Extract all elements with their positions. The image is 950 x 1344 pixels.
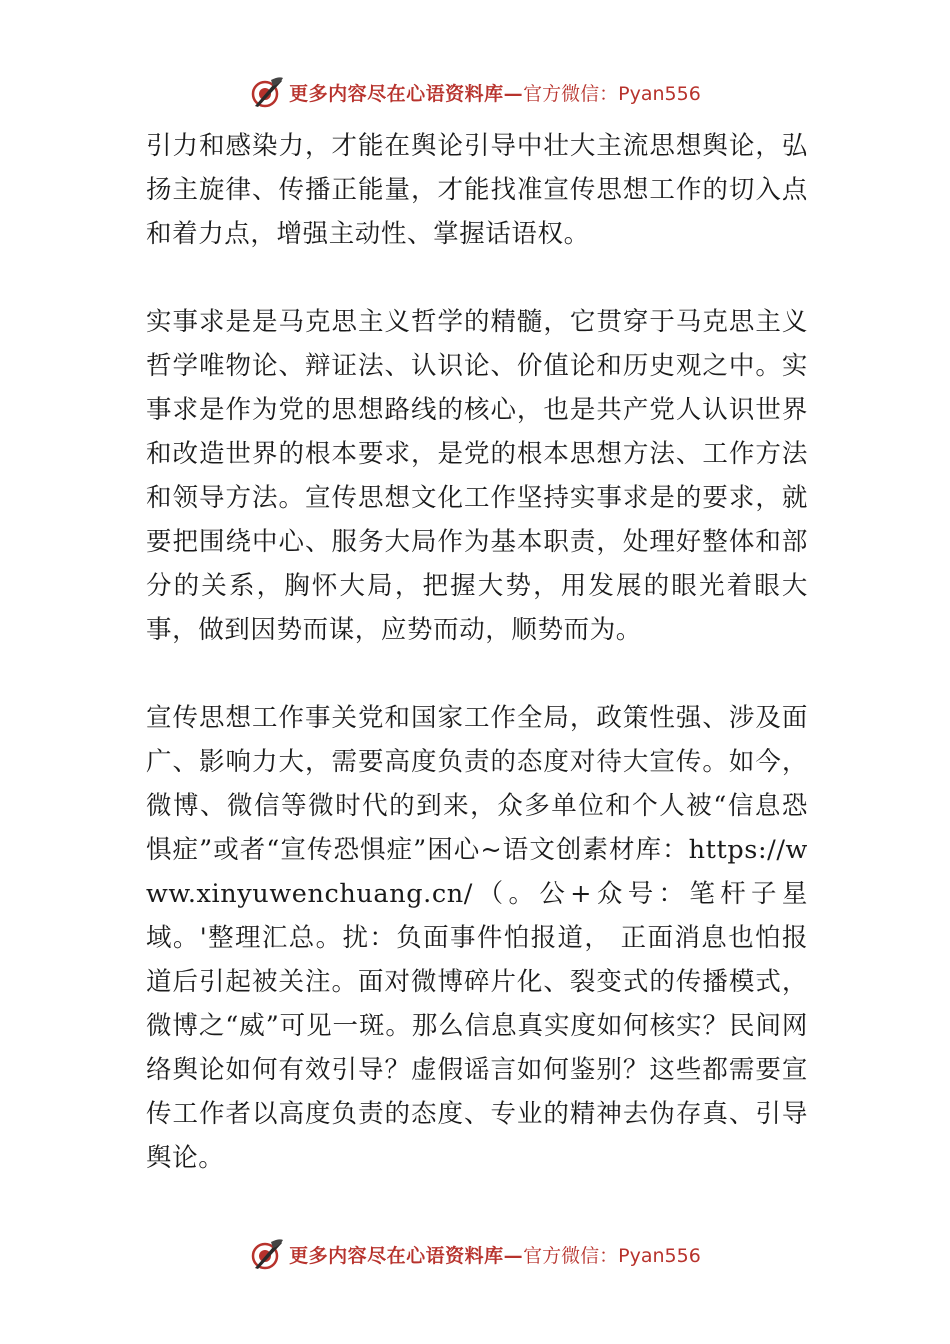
header-slogan: 更多内容尽在心语资料库—: [289, 82, 524, 105]
quill-logo-icon: [249, 1236, 285, 1272]
header-wechat: 官方微信：Pyan556: [523, 82, 701, 105]
footer-wechat: 官方微信：Pyan556: [523, 1244, 701, 1267]
paragraph-1: 引力和感染力，才能在舆论引导中壮大主流思想舆论，弘扬主旋律、传播正能量，才能找准宣传思想工作的切入点和着力点，增强主动性、掌握话语权。: [146, 131, 808, 249]
footer-slogan: 更多内容尽在心语资料库—: [289, 1244, 524, 1267]
footer-banner: [0, 1232, 950, 1276]
paragraph-2: 实事求是是马克思主义哲学的精髓，它贯穿于马克思主义哲学唯物论、辩证法、认识论、价值论和历史观之中。实事求是作为党的思想路线的核心，也是共产党人认识世界和改造世界的根本要求，是党的根本思想方法、工作方法和领导方法。宣传思想文化工作坚持实事求是的要求，就要把围绕中心、服务大局作为基本职责，处理好整体和部分的关系，胸怀大局，把握大势，用发展的眼光着眼大事，做到因势而谋，应势而动，顺势而为。: [146, 307, 808, 645]
document-body: [146, 124, 808, 1180]
header-banner: [0, 70, 950, 114]
paragraph-3: 宣传思想工作事关党和国家工作全局，政策性强、涉及面广、影响力大，需要高度负责的态度对待大宣传。如今，微博、微信等微时代的到来，众多单位和个人被“信息恐惧症”或者“宣传恐惧症”困心~语文创素材库：https://www.xinyuwenchuang.cn/（。公+众号：笔杆子星域。'整理汇总。扰：负面事件怕报道， 正面消息也怕报道后引起被关注。面对微博碎片化、裂变式的传播模式，微博之“威”可见一斑。那么信息真实度如何核实？民间网络舆论如何有效引导？虚假谣言如何鉴别？这些都需要宣传工作者以高度负责的态度、专业的精神去伪存真、引导舆论。: [146, 703, 808, 1173]
quill-logo-icon: [249, 74, 285, 110]
